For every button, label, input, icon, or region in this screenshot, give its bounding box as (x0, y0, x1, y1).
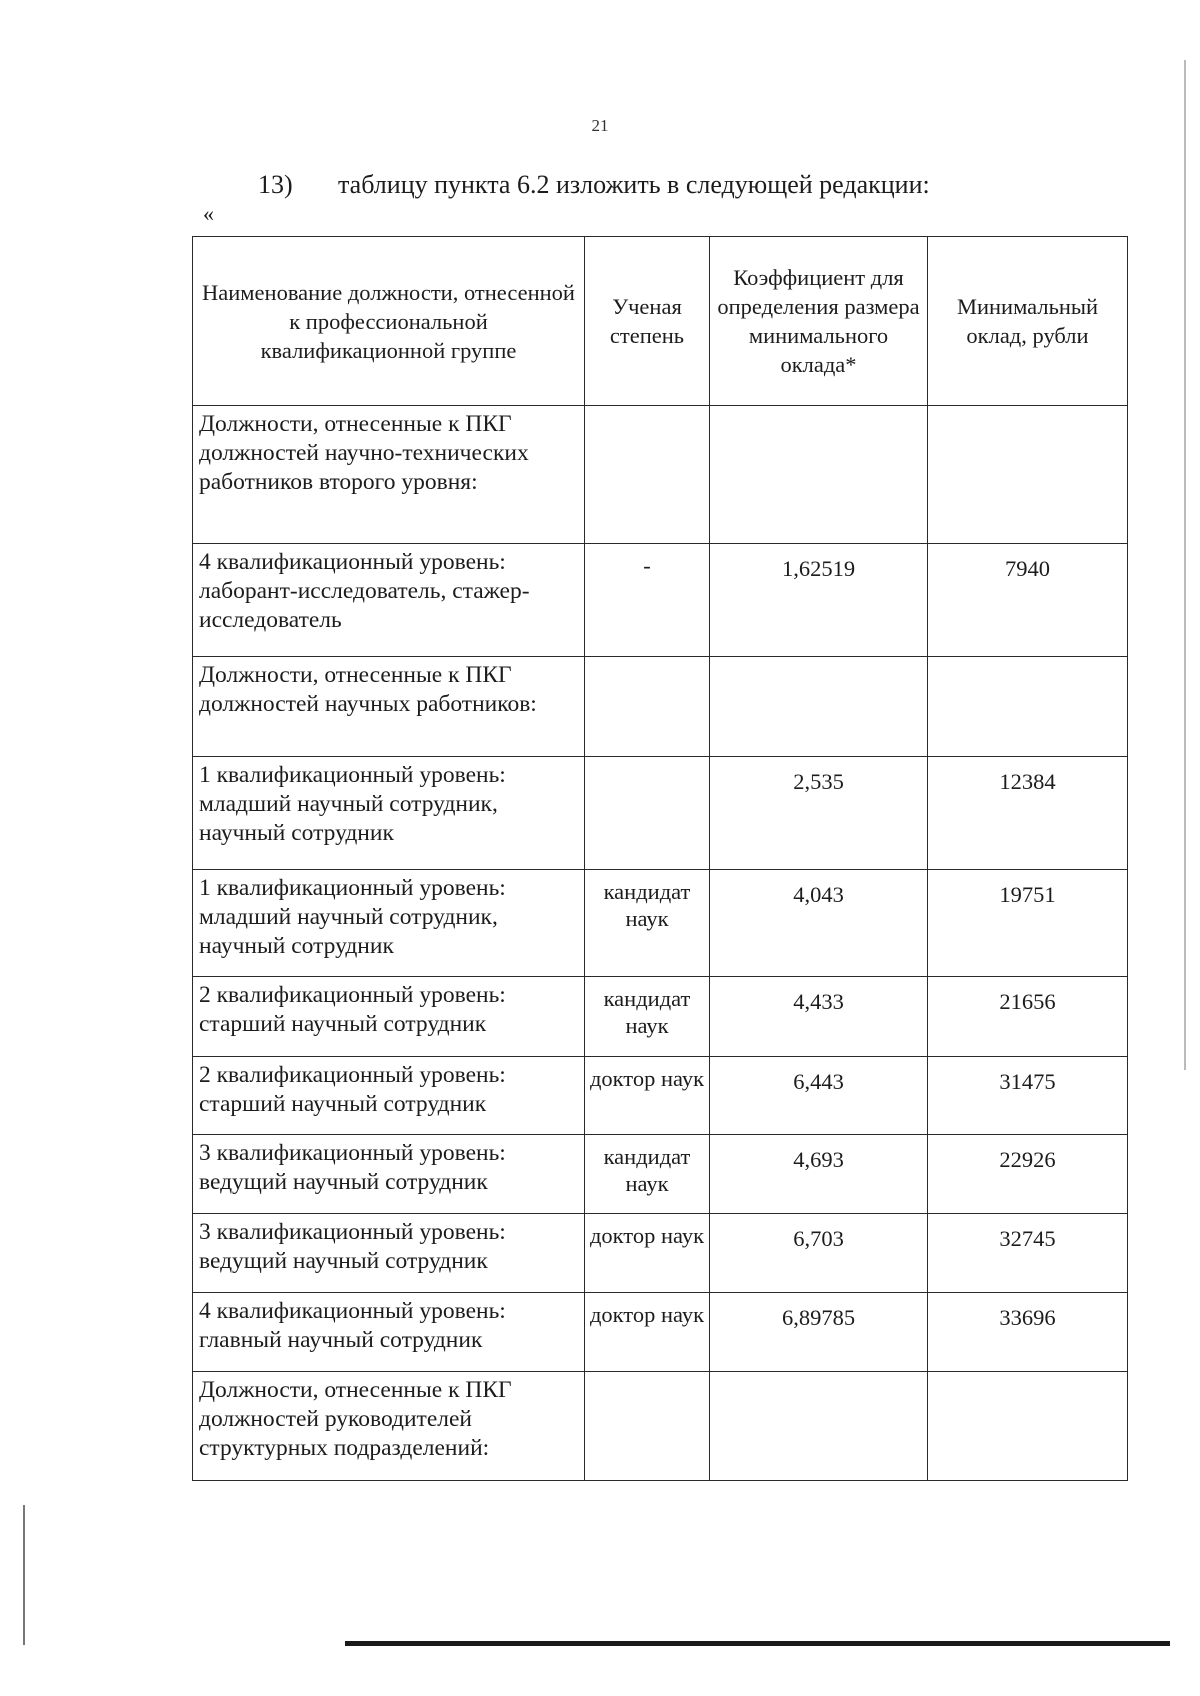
table-header-row (193, 237, 1128, 406)
opening-quote-mark: « (203, 201, 214, 226)
scan-edge-line-right (1184, 60, 1186, 1070)
coefficient-cell: 6,703 (710, 1214, 928, 1293)
position-name-cell: 3 квалификационный уровень: ведущий научный сотрудник (193, 1135, 585, 1214)
salary-cell: 7940 (928, 544, 1128, 657)
position-name-cell: 2 квалификационный уровень: старший научный сотрудник (193, 1057, 585, 1135)
table-row (193, 544, 1128, 657)
salary-table (192, 236, 1128, 1481)
coefficient-cell (710, 406, 928, 544)
coefficient-cell: 6,443 (710, 1057, 928, 1135)
position-name-cell: 2 квалификационный уровень: старший научный сотрудник (193, 977, 585, 1057)
academic-degree-cell: доктор наук (585, 1214, 710, 1293)
table-row (193, 1293, 1128, 1372)
academic-degree-cell (585, 657, 710, 757)
coefficient-cell: 2,535 (710, 757, 928, 870)
table-row (193, 977, 1128, 1057)
salary-cell (928, 657, 1128, 757)
scan-edge-line-left (23, 1505, 25, 1645)
position-name-cell: Должности, отнесенные к ПКГ должностей научных работников: (193, 657, 585, 757)
table-row (193, 657, 1128, 757)
salary-cell: 31475 (928, 1057, 1128, 1135)
position-name-cell: 1 квалификационный уровень: младший научный сотрудник, научный сотрудник (193, 870, 585, 977)
salary-cell: 19751 (928, 870, 1128, 977)
academic-degree-cell: доктор наук (585, 1057, 710, 1135)
position-name-cell: 4 квалификационный уровень: лаборант-исследователь, стажер-исследователь (193, 544, 585, 657)
scan-edge-line-bottom (345, 1641, 1170, 1646)
table-row (193, 1135, 1128, 1214)
salary-cell: 12384 (928, 757, 1128, 870)
table-row (193, 1372, 1128, 1481)
amendment-item-number: 13) (258, 170, 293, 199)
header-position-name: Наименование должности, отнесенной к профессиональной квалификационной группе (193, 237, 585, 406)
academic-degree-cell: кандидат наук (585, 1135, 710, 1214)
academic-degree-cell (585, 1372, 710, 1481)
salary-cell (928, 1372, 1128, 1481)
coefficient-cell: 4,433 (710, 977, 928, 1057)
header-academic-degree: Ученая степень (585, 237, 710, 406)
header-coefficient: Коэффициент для определения размера минимального оклада* (710, 237, 928, 406)
table-row (193, 1057, 1128, 1135)
coefficient-cell: 4,693 (710, 1135, 928, 1214)
header-minimum-salary: Минимальный оклад, рубли (928, 237, 1128, 406)
coefficient-cell: 4,043 (710, 870, 928, 977)
salary-cell: 22926 (928, 1135, 1128, 1214)
position-name-cell: 3 квалификационный уровень: ведущий научный сотрудник (193, 1214, 585, 1293)
amendment-item (258, 170, 930, 200)
salary-cell: 32745 (928, 1214, 1128, 1293)
position-name-cell: Должности, отнесенные к ПКГ должностей научно-технических работников второго уровня: (193, 406, 585, 544)
table-row (193, 1214, 1128, 1293)
amendment-item-text: таблицу пункта 6.2 изложить в следующей редакции: (338, 170, 930, 199)
coefficient-cell: 1,62519 (710, 544, 928, 657)
position-name-cell: 1 квалификационный уровень: младший научный сотрудник, научный сотрудник (193, 757, 585, 870)
salary-cell (928, 406, 1128, 544)
academic-degree-cell: - (585, 544, 710, 657)
academic-degree-cell: кандидат наук (585, 977, 710, 1057)
academic-degree-cell (585, 757, 710, 870)
academic-degree-cell (585, 406, 710, 544)
position-name-cell: Должности, отнесенные к ПКГ должностей руководителей структурных подразделений: (193, 1372, 585, 1481)
salary-cell: 33696 (928, 1293, 1128, 1372)
academic-degree-cell: кандидат наук (585, 870, 710, 977)
coefficient-cell (710, 1372, 928, 1481)
salary-cell: 21656 (928, 977, 1128, 1057)
table-row (193, 870, 1128, 977)
position-name-cell: 4 квалификационный уровень: главный научный сотрудник (193, 1293, 585, 1372)
coefficient-cell: 6,89785 (710, 1293, 928, 1372)
academic-degree-cell: доктор наук (585, 1293, 710, 1372)
coefficient-cell (710, 657, 928, 757)
page-number: 21 (591, 116, 609, 135)
table-row (193, 757, 1128, 870)
table-row (193, 406, 1128, 544)
